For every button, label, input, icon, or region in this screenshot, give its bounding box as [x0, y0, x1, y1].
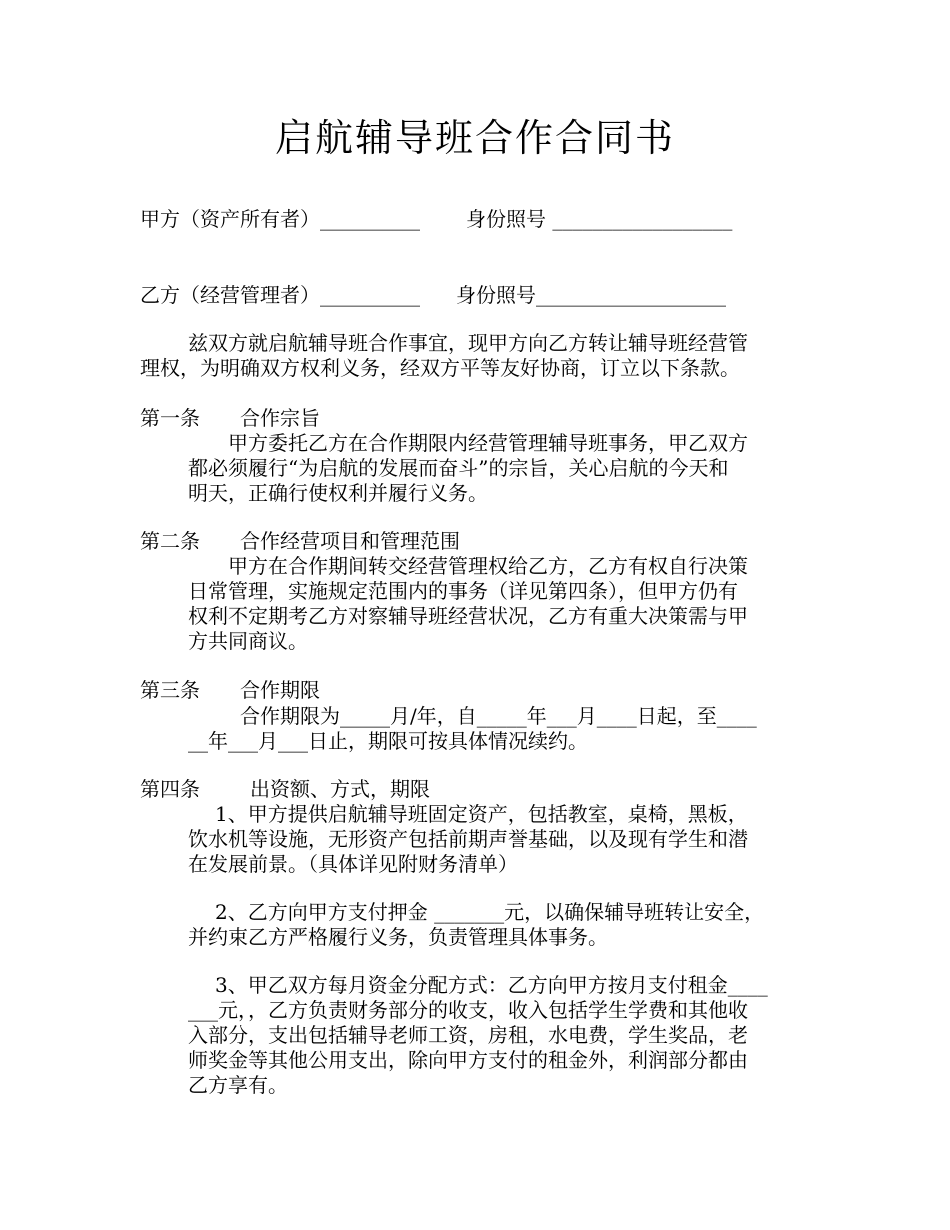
preamble-line: 理权，为明确双方权利义务，经双方平等友好协商，订立以下条款。	[140, 356, 740, 380]
party-b-id-label: 身份照号___________________	[456, 283, 726, 307]
article4-clause1-line: 1、甲方提供启航辅导班固定资产，包括教室，桌椅，黑板，	[215, 802, 748, 826]
document-title: 启航辅导班合作合同书	[274, 116, 675, 160]
article4-clause2-line: 并约束乙方严格履行义务，负责管理具体事务。	[188, 925, 608, 949]
article4-clause3-line: ___元，，乙方负责财务部分的收支，收入包括学生学费和其他收	[188, 998, 748, 1022]
article4-clause3-line: 入部分，支出包括辅导老师工资，房租，水电费，学生奖品，老	[188, 1023, 748, 1047]
article3-line: 合作期限为_____月/年，自_____年___月____日起，至____	[240, 704, 757, 728]
party-b-label: 乙方（经营管理者）__________	[140, 283, 420, 307]
article2-line: 方共同商议。	[188, 629, 308, 653]
article1-number: 第一条	[140, 406, 200, 430]
article4-clause1-line: 饮水机等设施，无形资产包括前期声誉基础，以及现有学生和潜	[188, 827, 748, 851]
article1-line: 明天，正确行使权利并履行义务。	[188, 481, 488, 505]
article3-heading: 合作期限	[240, 678, 320, 702]
party-a-id-label: 身份照号 __________________	[466, 207, 733, 231]
party-a-label: 甲方（资产所有者）__________	[140, 207, 420, 231]
article4-clause2-line: 2、乙方向甲方支付押金 _______元，以确保辅导班转让安全，	[215, 900, 765, 924]
article2-line: 甲方在合作期间转交经营管理权给乙方，乙方有权自行决策	[228, 554, 748, 578]
article1-line: 甲方委托乙方在合作期限内经营管理辅导班事务，甲乙双方	[228, 431, 748, 455]
article4-clause3-line: 3、甲乙双方每月资金分配方式：乙方向甲方按月支付租金____	[215, 973, 768, 997]
preamble-line: 兹双方就启航辅导班合作事宜，现甲方向乙方转让辅导班经营管	[188, 331, 748, 355]
article1-heading: 合作宗旨	[240, 406, 320, 430]
article4-clause3-line: 师奖金等其他公用支出，除向甲方支付的租金外，利润部分都由	[188, 1048, 748, 1072]
article2-line: 权利不定期考乙方对察辅导班经营状况，乙方有重大决策需与甲	[188, 604, 748, 628]
article1-line: 都必须履行“为启航的发展而奋斗”的宗旨，关心启航的今天和	[188, 456, 729, 480]
article2-heading: 合作经营项目和管理范围	[240, 529, 460, 553]
article3-line: __年___月___日止，期限可按具体情况续约。	[188, 729, 588, 753]
article3-number: 第三条	[140, 678, 200, 702]
article4-clause1-line: 在发展前景。（具体详见附财务清单）	[188, 852, 518, 876]
article2-line: 日常管理，实施规定范围内的事务（详见第四条），但甲方仍有	[188, 579, 738, 603]
article4-clause3-line: 乙方享有。	[188, 1073, 288, 1097]
article4-heading: 出资额、方式，期限	[250, 777, 430, 801]
article4-number: 第四条	[140, 777, 200, 801]
article2-number: 第二条	[140, 529, 200, 553]
